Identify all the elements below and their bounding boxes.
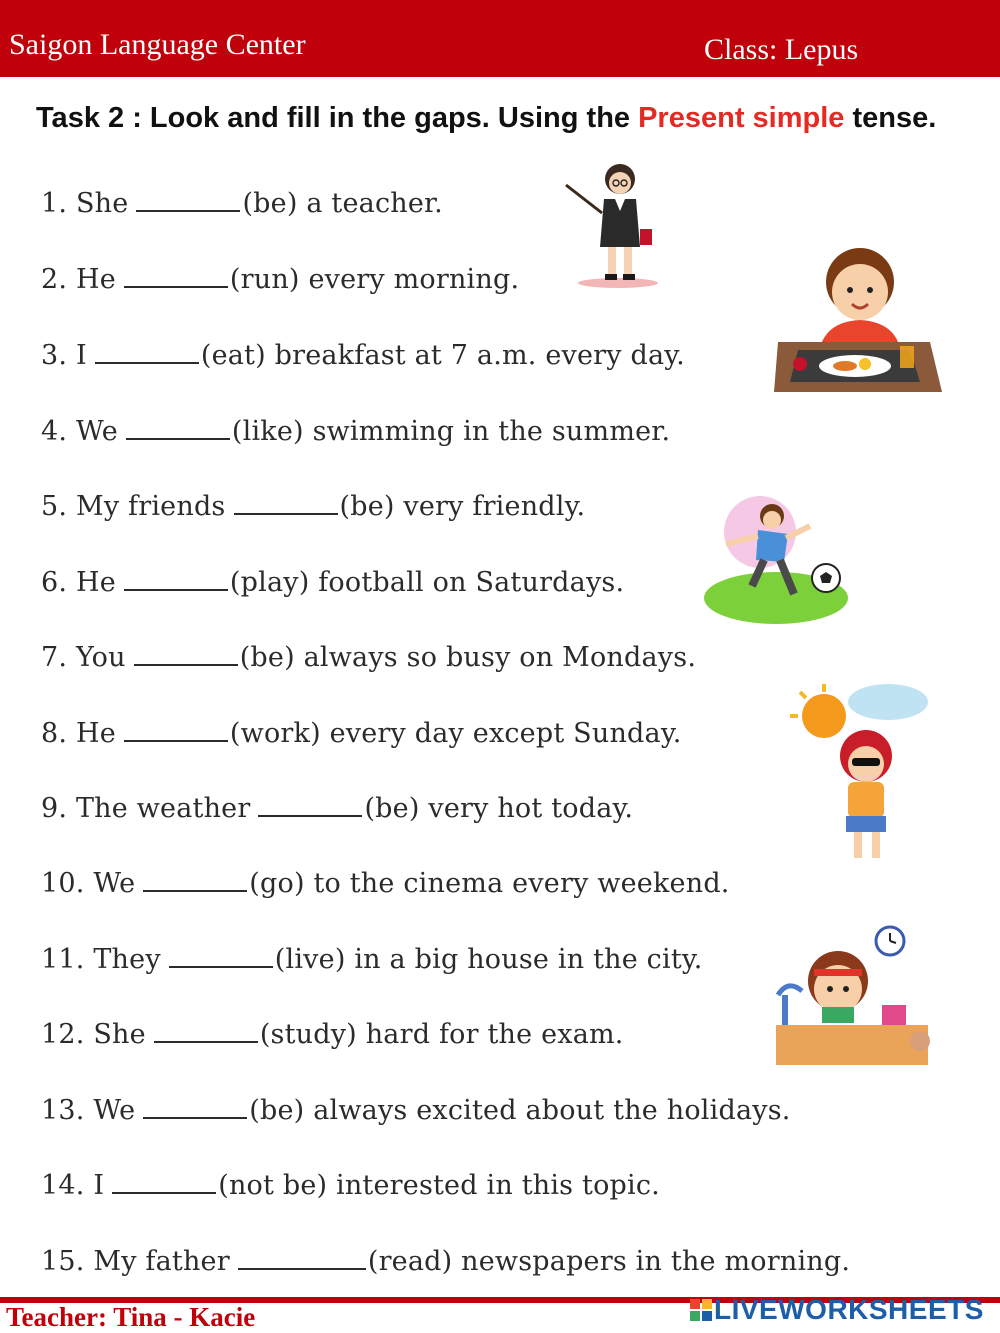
item-rest: (read) newspapers in the morning. xyxy=(367,1246,851,1277)
exercise-item xyxy=(41,1019,624,1050)
item-subject: He xyxy=(75,718,116,749)
item-subject: They xyxy=(93,944,161,975)
task-suffix: tense. xyxy=(844,102,937,134)
school-name: Saigon Language Center xyxy=(9,28,306,61)
exercise-item xyxy=(41,793,633,824)
answer-blank[interactable] xyxy=(136,188,240,212)
item-rest: (be) always so busy on Mondays. xyxy=(239,642,697,673)
item-rest: (be) very friendly. xyxy=(339,491,586,522)
item-number: 1. xyxy=(41,188,68,219)
exercise-item xyxy=(41,1170,660,1201)
item-number: 15. xyxy=(41,1246,85,1277)
item-number: 3. xyxy=(41,340,68,371)
item-number: 12. xyxy=(41,1019,85,1050)
answer-blank[interactable] xyxy=(169,944,273,968)
boy-breakfast-illustration xyxy=(770,242,945,400)
item-number: 5. xyxy=(41,491,68,522)
answer-blank[interactable] xyxy=(134,642,238,666)
exercise-item xyxy=(41,1095,791,1126)
exercise-item xyxy=(41,868,730,899)
item-subject: My friends xyxy=(75,491,226,522)
exercise-item xyxy=(41,340,685,371)
exercise-item xyxy=(41,567,624,598)
task-instruction xyxy=(36,98,976,138)
answer-blank[interactable] xyxy=(112,1170,216,1194)
answer-blank[interactable] xyxy=(126,416,230,440)
item-subject: I xyxy=(75,340,87,371)
item-rest: (be) very hot today. xyxy=(364,793,634,824)
answer-blank[interactable] xyxy=(238,1246,366,1270)
brand-text: LIVEWORKSHEETS xyxy=(714,1294,984,1325)
exercise-item xyxy=(41,1246,850,1277)
item-rest: (eat) breakfast at 7 a.m. every day. xyxy=(200,340,685,371)
item-subject: We xyxy=(75,416,118,447)
item-number: 10. xyxy=(41,868,85,899)
item-subject: He xyxy=(75,567,116,598)
item-number: 2. xyxy=(41,264,68,295)
answer-blank[interactable] xyxy=(124,718,228,742)
item-rest: (not be) interested in this topic. xyxy=(218,1170,660,1201)
task-highlight: Present simple xyxy=(638,102,845,134)
answer-blank[interactable] xyxy=(154,1019,258,1043)
exercise-item xyxy=(41,264,519,295)
item-subject: We xyxy=(93,868,136,899)
item-number: 9. xyxy=(41,793,68,824)
item-number: 8. xyxy=(41,718,68,749)
answer-blank[interactable] xyxy=(143,868,247,892)
girl-hot-weather-illustration xyxy=(780,680,930,870)
boy-football-illustration xyxy=(700,490,850,630)
exercise-item xyxy=(41,188,443,219)
liveworksheets-brand[interactable] xyxy=(690,1294,984,1326)
exercise-item xyxy=(41,491,585,522)
item-subject: I xyxy=(93,1170,105,1201)
class-label: Class: Lepus xyxy=(704,33,859,66)
answer-blank[interactable] xyxy=(124,264,228,288)
item-number: 4. xyxy=(41,416,68,447)
exercise-item xyxy=(41,944,703,975)
item-rest: (like) swimming in the summer. xyxy=(231,416,671,447)
item-rest: (be) always excited about the holidays. xyxy=(249,1095,791,1126)
item-rest: (go) to the cinema every weekend. xyxy=(249,868,730,899)
item-subject: We xyxy=(93,1095,136,1126)
liveworksheets-logo-icon xyxy=(690,1299,712,1321)
answer-blank[interactable] xyxy=(234,491,338,515)
teacher-credit: Teacher: Tina - Kacie xyxy=(6,1302,256,1332)
item-subject: He xyxy=(75,264,116,295)
item-subject: My father xyxy=(93,1246,230,1277)
item-number: 6. xyxy=(41,567,68,598)
item-rest: (study) hard for the exam. xyxy=(259,1019,624,1050)
item-rest: (live) in a big house in the city. xyxy=(274,944,703,975)
answer-blank[interactable] xyxy=(143,1095,247,1119)
item-subject: She xyxy=(93,1019,146,1050)
item-number: 13. xyxy=(41,1095,85,1126)
answer-blank[interactable] xyxy=(124,567,228,591)
item-number: 14. xyxy=(41,1170,85,1201)
boy-studying-illustration xyxy=(772,925,937,1070)
item-rest: (run) every morning. xyxy=(229,264,520,295)
item-rest: (work) every day except Sunday. xyxy=(229,718,682,749)
item-rest: (be) a teacher. xyxy=(242,188,443,219)
item-number: 7. xyxy=(41,642,68,673)
item-subject: You xyxy=(75,642,126,673)
header-bar xyxy=(0,0,1000,77)
item-subject: She xyxy=(75,188,129,219)
item-subject: The weather xyxy=(75,793,251,824)
exercise-item xyxy=(41,718,682,749)
answer-blank[interactable] xyxy=(258,793,362,817)
task-prefix: Task 2 : Look and fill in the gaps. Using the xyxy=(36,102,639,134)
item-rest: (play) football on Saturdays. xyxy=(229,567,625,598)
answer-blank[interactable] xyxy=(95,340,199,364)
exercise-item xyxy=(41,416,670,447)
exercise-item xyxy=(41,642,696,673)
teacher-illustration xyxy=(560,155,670,295)
item-number: 11. xyxy=(41,944,85,975)
